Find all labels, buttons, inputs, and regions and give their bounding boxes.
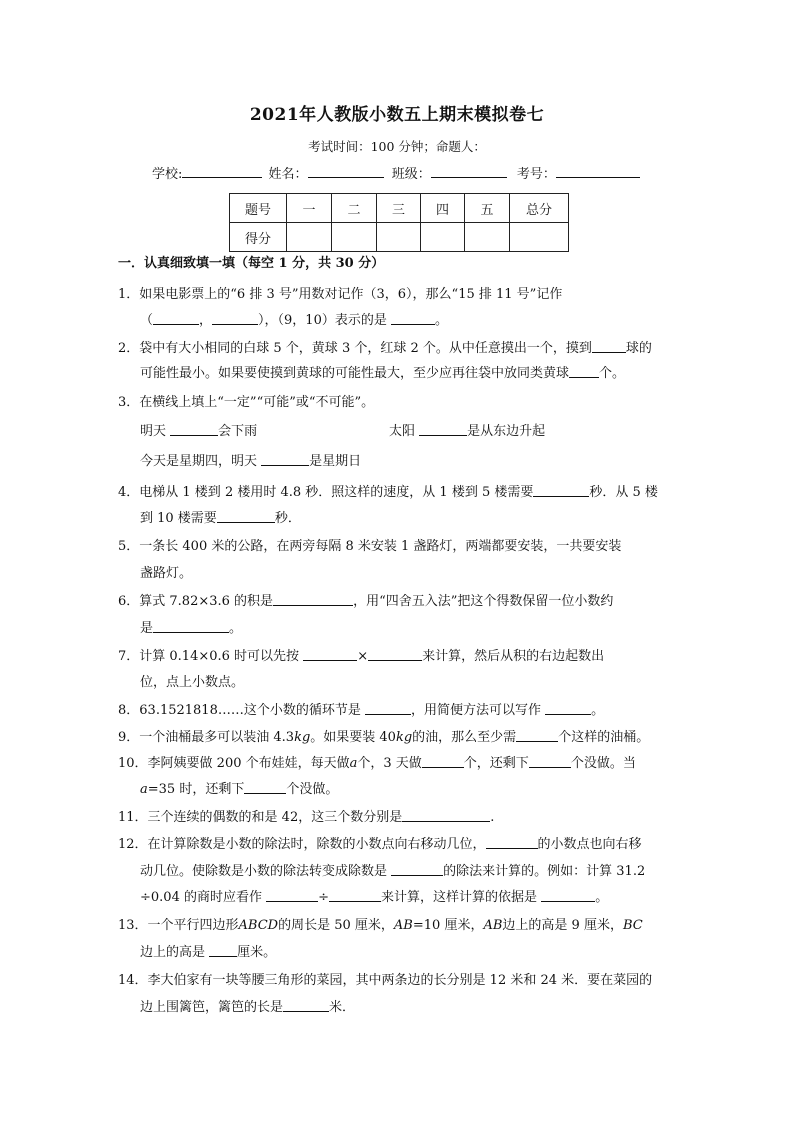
text: 的油，那么至少需 [412, 730, 517, 745]
section-heading: 一．认真细致填一填（每空 1 分，共 30 分） [118, 256, 385, 271]
text: 边上围篱笆，篱笆的长是 [140, 1000, 284, 1015]
text: 个这样的油桶。 [558, 730, 650, 745]
table-cell: 一 [287, 194, 332, 223]
text: 来计算，这样计算的依据是 [381, 890, 538, 905]
text: 到 10 楼需要 [140, 511, 217, 526]
text: 个，还剩下 [463, 756, 529, 771]
text: =10 厘米， [412, 918, 484, 933]
score-cell[interactable] [287, 223, 332, 252]
text: 明天 [140, 424, 167, 439]
answer-blank[interactable] [153, 310, 199, 325]
text: 。 [229, 621, 243, 636]
text: 的除法来计算的。例如：计算 31.2 [443, 864, 646, 879]
label-ab: AB [483, 918, 503, 933]
text: 是 [140, 621, 154, 636]
text: 太阳 [389, 424, 416, 439]
text: 个没做。当 [570, 756, 636, 771]
answer-blank[interactable] [516, 727, 558, 742]
answer-blank[interactable] [244, 779, 286, 794]
answer-blank[interactable] [541, 887, 595, 902]
text: ， [199, 313, 213, 328]
unit-kg: kg [395, 730, 413, 745]
question-8-line-1 [118, 699, 604, 718]
variable-a: a [349, 756, 358, 771]
answer-blank[interactable] [303, 646, 357, 661]
text: 6．算式 7.82×3.6 的积是 [118, 594, 274, 609]
text: 的周长是 50 厘米， [278, 918, 394, 933]
text: × [357, 649, 369, 664]
text: 。 [595, 890, 609, 905]
class-label: 班级： [391, 167, 431, 182]
answer-blank[interactable] [422, 753, 464, 768]
score-cell[interactable] [332, 223, 377, 252]
question-1-line-2 [140, 309, 448, 328]
text: 4．电梯从 1 楼到 2 楼用时 4.8 秒．照这样的速度，从 1 楼到 5 楼需要 [118, 485, 534, 500]
question-10-line-2 [140, 778, 338, 797]
text: 是星期日 [309, 454, 362, 469]
name-field[interactable] [308, 164, 384, 178]
question-3-item-a [140, 420, 257, 439]
question-3-item-b [389, 420, 545, 439]
text: 是从东边升起 [467, 424, 546, 439]
text: 可能性最小。如果要使摸到黄球的可能性最大，至少应再往袋中放同类黄球 [140, 366, 570, 381]
text: 8．63.1521818……这个小数的循环节是 [118, 703, 361, 718]
question-14-line-2 [140, 996, 355, 1015]
answer-blank[interactable] [217, 508, 275, 523]
score-table [229, 193, 569, 252]
answer-blank[interactable] [273, 591, 353, 606]
score-cell[interactable] [510, 223, 569, 252]
text: 边上的高是 [140, 945, 206, 960]
text: 球的 [625, 341, 652, 356]
text: 会下雨 [218, 424, 258, 439]
text: 个。 [599, 366, 626, 381]
text: 。 [591, 703, 605, 718]
question-4-line-2 [140, 507, 301, 526]
text: ），（9，10）表示的是 [258, 313, 387, 328]
unit-kg: kg [294, 730, 311, 745]
answer-blank[interactable] [365, 700, 411, 715]
exam-number-field[interactable] [556, 164, 640, 178]
question-13-line-1 [118, 914, 643, 933]
text: 动几位。使除数是小数的除法转变成除数是 [140, 864, 388, 879]
text: 。 [435, 313, 449, 328]
text: 2．袋中有大小相同的白球 5 个，黄球 3 个，红球 2 个。从中任意摸出一个，摸到 [118, 341, 592, 356]
question-4-line-1 [118, 481, 658, 500]
answer-blank[interactable] [266, 887, 318, 902]
score-cell[interactable] [377, 223, 421, 252]
label-abcd: ABCD [238, 918, 279, 933]
question-12-line-1 [118, 833, 642, 852]
score-cell[interactable] [465, 223, 510, 252]
answer-blank[interactable] [209, 942, 237, 957]
name-label: 姓名： [268, 167, 308, 182]
question-10-line-1 [118, 752, 636, 771]
variable-a: a [140, 782, 148, 797]
answer-blank[interactable] [545, 700, 591, 715]
text: ÷ [318, 890, 330, 905]
answer-blank[interactable] [419, 421, 467, 436]
question-6-line-1 [118, 590, 613, 609]
question-6-line-2 [140, 617, 242, 636]
question-3-line-1: 3．在横线上填上“一定”“可能”或“不可能”。 [118, 395, 375, 410]
answer-blank[interactable] [261, 451, 309, 466]
table-cell: 题号 [230, 194, 287, 223]
class-field[interactable] [431, 164, 507, 178]
text: 秒．从 5 楼 [589, 485, 658, 500]
score-table-score-row [230, 223, 569, 252]
question-7-line-1 [118, 645, 604, 664]
school-label: 学校: [152, 167, 183, 182]
answer-blank[interactable] [170, 421, 218, 436]
exam-info: 考试时间：100 分钟；命题人： [308, 139, 486, 154]
exam-number-label: 考号： [516, 167, 556, 182]
answer-blank[interactable] [153, 618, 229, 633]
question-7-line-2: 位，点上小数点。 [140, 675, 245, 690]
text: 厘米。 [237, 945, 277, 960]
question-2-line-2 [140, 362, 625, 381]
question-11-line-1 [118, 806, 494, 825]
text: 边上的高是 9 厘米， [502, 918, 623, 933]
text: 今天是星期四，明天 [140, 454, 258, 469]
text: 7．计算 0.14×0.6 时可以先按 [118, 649, 300, 664]
score-cell[interactable] [421, 223, 465, 252]
table-cell: 三 [377, 194, 421, 223]
text: 的小数点也向右移 [537, 837, 642, 852]
question-5-line-2: 盏路灯。 [140, 566, 193, 581]
text: 11．三个连续的偶数的和是 42，这三个数分别是 [118, 810, 403, 825]
question-12-line-3 [140, 886, 608, 905]
text: 秒． [274, 511, 301, 526]
text: 来计算，然后从积的右边起数出 [422, 649, 605, 664]
text: ÷0.04 的商时应看作 [140, 890, 262, 905]
question-3-item-c [140, 450, 361, 469]
answer-blank[interactable] [569, 363, 599, 378]
answer-blank[interactable] [391, 310, 435, 325]
answer-blank[interactable] [368, 646, 422, 661]
page-title: 2021年人教版小数五上期末模拟卷七 [249, 105, 545, 125]
text: . [490, 810, 495, 825]
question-9-line-1 [118, 726, 649, 745]
answer-blank[interactable] [486, 834, 538, 849]
answer-blank[interactable] [283, 997, 329, 1012]
question-5-line-1: 5．一条长 400 米的公路，在两旁每隔 8 米安装 1 盏路灯，两端都要安装，一共要安装 [118, 539, 622, 554]
score-table-header-row [230, 194, 569, 223]
school-field[interactable] [182, 164, 262, 178]
answer-blank[interactable] [212, 310, 258, 325]
table-cell: 五 [465, 194, 510, 223]
text: 米． [329, 1000, 356, 1015]
table-cell: 四 [421, 194, 465, 223]
text: （ [140, 313, 154, 328]
label-bc: BC [622, 918, 643, 933]
text: =35 时，还剩下 [147, 782, 245, 797]
answer-blank[interactable] [529, 753, 571, 768]
question-2-line-1 [118, 337, 652, 356]
question-13-line-2 [140, 941, 276, 960]
text: 。如果要装 40 [310, 730, 396, 745]
answer-blank[interactable] [402, 807, 490, 822]
answer-blank[interactable] [533, 482, 589, 497]
student-info-line [152, 163, 640, 182]
text: 9．一个油桶最多可以装油 4.3 [118, 730, 295, 745]
table-cell: 得分 [230, 223, 287, 252]
text: 个没做。 [286, 782, 339, 797]
label-ab: AB [393, 918, 413, 933]
table-cell: 二 [332, 194, 377, 223]
question-1-line-1: 1．如果电影票上的“6 排 3 号”用数对记作（3，6），那么“15 排 11 号”记作 [118, 287, 563, 302]
answer-blank[interactable] [391, 861, 443, 876]
question-12-line-2 [140, 860, 645, 879]
text: ，用简便方法可以写作 [410, 703, 541, 718]
text: 13．一个平行四边形 [118, 918, 239, 933]
text: ，用“四舍五入法”把这个得数保留一位小数约 [353, 594, 614, 609]
answer-blank[interactable] [329, 887, 381, 902]
text: 10．李阿姨要做 200 个布娃娃，每天做 [118, 756, 350, 771]
text: 个，3 天做 [357, 756, 422, 771]
text: 12．在计算除数是小数的除法时，除数的小数点向右移动几位， [118, 837, 486, 852]
answer-blank[interactable] [592, 338, 626, 353]
question-14-line-1: 14．李大伯家有一块等腰三角形的菜园，其中两条边的长分别是 12 米和 24 米．要在菜园的 [118, 973, 653, 988]
table-cell: 总分 [510, 194, 569, 223]
